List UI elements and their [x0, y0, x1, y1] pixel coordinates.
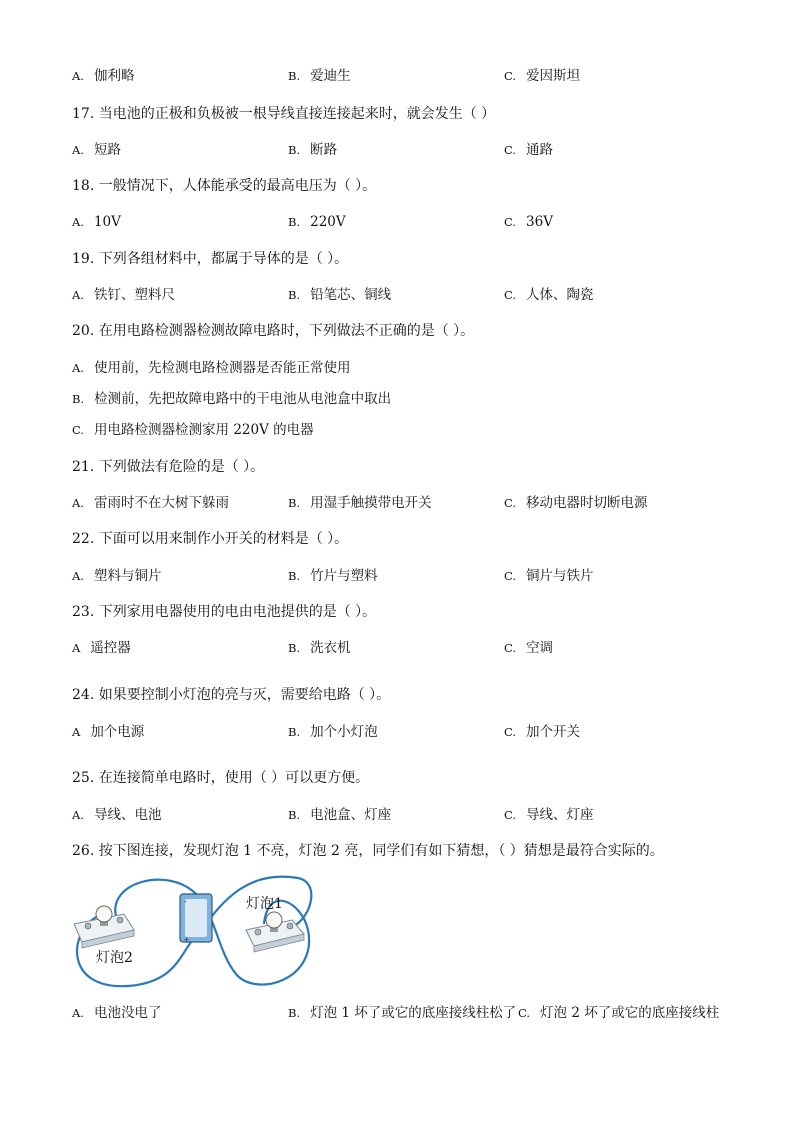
q21-option-a: A. 雷雨时不在大树下躲雨 — [72, 495, 229, 511]
q26-stem: 26. 按下图连接，发现灯泡 1 不亮，灯泡 2 亮，同学们有如下猜想，（ ）猜想是最符合实际的。 — [72, 843, 664, 859]
q25-stem: 25. 在连接简单电路时，使用（ ）可以更方便。 — [72, 770, 370, 786]
q20-option-c: C. 用电路检测器检测家用 220V 的电器 — [72, 422, 314, 438]
q21-stem: 21. 下列做法有危险的是（ ）。 — [72, 459, 265, 475]
q19-option-a: A. 铁钉、塑料尺 — [72, 287, 175, 303]
q26-option-c: C. 灯泡 2 坏了或它的底座接线柱 — [518, 1005, 720, 1021]
q25-option-c: C. 导线、灯座 — [504, 807, 594, 823]
q25-option-a: A. 导线、电池 — [72, 807, 162, 823]
q25-option-b: B. 电池盒、灯座 — [288, 807, 392, 823]
q16-option-a: A. 伽利略 — [72, 68, 135, 84]
q17-option-a: A. 短路 — [72, 142, 121, 158]
svg-text:-: - — [184, 897, 187, 906]
q22-option-b: B. 竹片与塑料 — [288, 568, 378, 584]
bulb-2-label: 灯泡2 — [96, 950, 133, 966]
q22-option-c: C. 铜片与铁片 — [504, 568, 594, 584]
q21-option-b: B. 用湿手触摸带电开关 — [288, 495, 432, 511]
bulb-1-label: 灯泡1 — [246, 896, 283, 912]
q22-option-a: A. 塑料与铜片 — [72, 568, 162, 584]
q23-option-c: C. 空调 — [504, 640, 554, 656]
battery-icon — [180, 894, 212, 944]
svg-text:+: + — [183, 935, 190, 944]
q18-option-b: B. 220V — [288, 214, 346, 230]
q23-option-a: A 遥控器 — [72, 640, 131, 656]
q24-option-b: B. 加个小灯泡 — [288, 724, 378, 740]
q18-option-c: C. 36V — [504, 214, 553, 230]
q20-stem: 20. 在用电路检测器检测故障电路时，下列做法不正确的是（ ）。 — [72, 323, 475, 339]
q22-stem: 22. 下面可以用来制作小开关的材料是（ ）。 — [72, 531, 349, 547]
q21-option-c: C. 移动电器时切断电源 — [504, 495, 648, 511]
q19-option-b: B. 铅笔芯、铜线 — [288, 287, 392, 303]
q16-option-b: B. 爱迪生 — [288, 68, 351, 84]
q18-stem: 18. 一般情况下，人体能承受的最高电压为（ ）。 — [72, 178, 377, 194]
q23-option-b: B. 洗衣机 — [288, 640, 351, 656]
q24-option-a: A 加个电源 — [72, 724, 145, 740]
q26-option-a: A. 电池没电了 — [72, 1005, 162, 1021]
q20-option-b: B. 检测前，先把故障电路中的干电池从电池盒中取出 — [72, 391, 392, 407]
q24-stem: 24. 如果要控制小灯泡的亮与灭，需要给电路（ ）。 — [72, 687, 391, 703]
q23-stem: 23. 下列家用电器使用的电由电池提供的是（ ）。 — [72, 604, 377, 620]
q24-option-c: C. 加个开关 — [504, 724, 581, 740]
q20-option-a: A. 使用前，先检测电路检测器是否能正常使用 — [72, 360, 351, 376]
q17-stem: 17. 当电池的正极和负极被一根导线直接连接起来时，就会发生（ ） — [72, 106, 496, 122]
q19-stem: 19. 下列各组材料中，都属于导体的是（ ）。 — [72, 251, 349, 267]
q16-option-c: C. 爱因斯坦 — [504, 68, 581, 84]
q17-option-b: B. 断路 — [288, 142, 338, 158]
q17-option-c: C. 通路 — [504, 142, 554, 158]
q26-option-b: B. 灯泡 1 坏了或它的底座接线柱松了 — [288, 1005, 517, 1021]
q18-option-a: A. 10V — [72, 214, 121, 230]
circuit-diagram — [68, 872, 318, 994]
q19-option-c: C. 人体、陶瓷 — [504, 287, 594, 303]
